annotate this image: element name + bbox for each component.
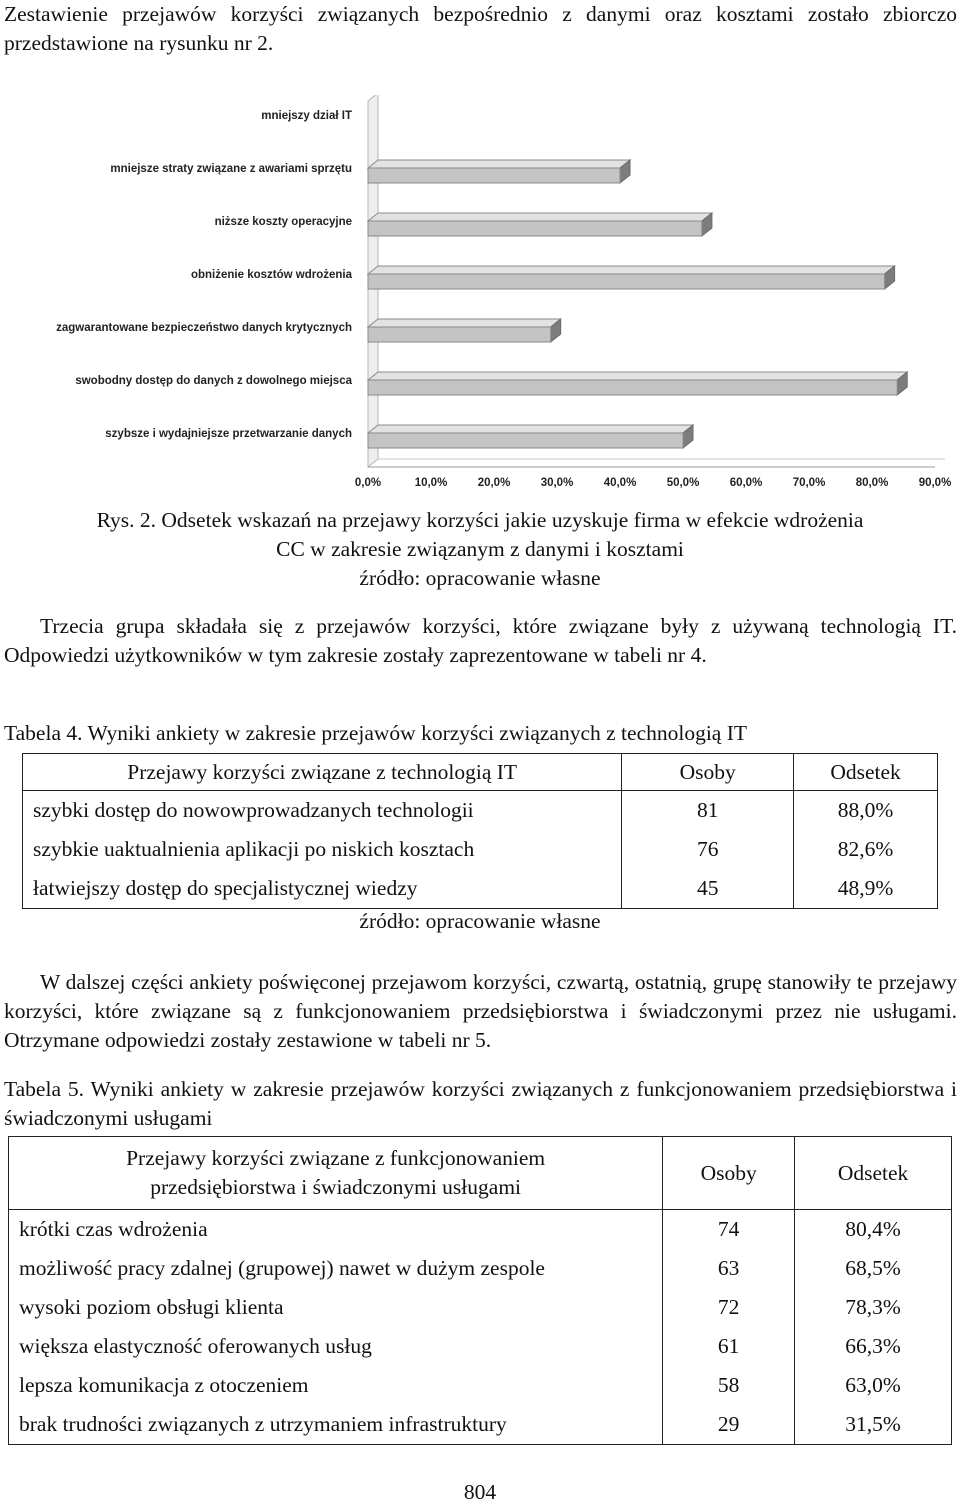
table5-cell-label: możliwość pracy zdalnej (grupowej) nawet w dużym zespole bbox=[9, 1249, 663, 1288]
table-row bbox=[9, 1327, 952, 1366]
bar bbox=[368, 168, 620, 183]
table-row bbox=[9, 1210, 952, 1250]
table5-cell-osoby: 63 bbox=[663, 1249, 795, 1288]
table4-source: źródło: opracowanie własne bbox=[359, 909, 601, 933]
table4-cell-label: szybki dostęp do nowowprowadzanych technologii bbox=[23, 791, 622, 831]
table4-header-przejawy: Przejawy korzyści związane z technologią IT bbox=[23, 754, 622, 791]
x-tick-label: 90,0% bbox=[918, 477, 952, 489]
bar bbox=[368, 221, 702, 236]
x-tick-label: 20,0% bbox=[477, 477, 511, 489]
table5-cell-odsetek: 68,5% bbox=[795, 1249, 952, 1288]
table-row bbox=[9, 1288, 952, 1327]
table4-cell-osoby: 81 bbox=[622, 791, 794, 831]
table-row bbox=[9, 1405, 952, 1445]
category-label: mniejsze straty związane z awariami sprzętu bbox=[110, 163, 352, 175]
table5-cell-osoby: 29 bbox=[663, 1405, 795, 1445]
x-tick-label: 80,0% bbox=[855, 477, 889, 489]
bar bbox=[368, 327, 551, 342]
x-tick-label: 10,0% bbox=[414, 477, 448, 489]
table5-header-przejawy bbox=[9, 1137, 663, 1210]
paragraph-3: W dalszej części ankiety poświęconej przejawom korzyści, czwartą, ostatnią, grupę stanowiły te przejawy korzyści, które związane są z funkcjonowaniem przedsiębiorstwa i świadczonymi przez nie usługami. Otrzymane odpowiedzi zostały zestawione w tabeli nr 5. bbox=[4, 970, 957, 1052]
table5-cell-label: wysoki poziom obsługi klienta bbox=[9, 1288, 663, 1327]
bar-top-face bbox=[368, 160, 630, 168]
bar-top-face bbox=[368, 213, 712, 221]
table4-cell-odsetek: 48,9% bbox=[794, 869, 938, 909]
table4-caption: Tabela 4. Wyniki ankiety w zakresie przejawów korzyści związanych z technologią IT bbox=[4, 721, 748, 745]
table5-cell-label: brak trudności związanych z utrzymaniem infrastruktury bbox=[9, 1405, 663, 1445]
bar-top-face bbox=[368, 266, 895, 274]
table-row bbox=[23, 869, 938, 909]
table5-cell-osoby: 58 bbox=[663, 1366, 795, 1405]
bar bbox=[368, 433, 683, 448]
paragraph-2: Trzecia grupa składała się z przejawów korzyści, które związane były z używaną technologią IT. Odpowiedzi użytkowników w tym zakresie zostały zaprezentowane w tabeli nr 4. bbox=[4, 614, 957, 667]
x-tick-label: 40,0% bbox=[603, 477, 637, 489]
x-tick-label: 70,0% bbox=[792, 477, 826, 489]
table-row bbox=[9, 1366, 952, 1405]
bar-top-face bbox=[368, 319, 561, 327]
table5-cell-odsetek: 78,3% bbox=[795, 1288, 952, 1327]
category-label: zagwarantowane bezpieczeństwo danych krytycznych bbox=[56, 322, 352, 334]
table4-cell-osoby: 45 bbox=[622, 869, 794, 909]
table5-cell-odsetek: 31,5% bbox=[795, 1405, 952, 1445]
table4-header-row bbox=[23, 754, 938, 791]
table4-cell-label: szybkie uaktualnienia aplikacji po niskich kosztach bbox=[23, 830, 622, 869]
table5-header-line1: Przejawy korzyści związane z funkcjonowaniem bbox=[126, 1146, 546, 1170]
x-tick-label: 50,0% bbox=[666, 477, 700, 489]
category-label: swobodny dostęp do danych z dowolnego miejsca bbox=[75, 375, 352, 387]
table5-cell-odsetek: 63,0% bbox=[795, 1366, 952, 1405]
table5-header-osoby: Osoby bbox=[663, 1137, 795, 1210]
table5-cell-osoby: 61 bbox=[663, 1327, 795, 1366]
bar-top-face bbox=[368, 425, 693, 433]
bar-chart-svg bbox=[0, 95, 960, 500]
table5-caption: Tabela 5. Wyniki ankiety w zakresie przejawów korzyści związanych z funkcjonowaniem przedsiębiorstwa i świadczonymi usługami bbox=[4, 1077, 957, 1130]
figure-caption-line1: Rys. 2. Odsetek wskazań na przejawy korzyści jakie uzyskuje firma w efekcie wdrożenia bbox=[96, 508, 864, 532]
table-row bbox=[23, 791, 938, 831]
page-number: 804 bbox=[463, 1480, 497, 1504]
table5-header-odsetek: Odsetek bbox=[795, 1137, 952, 1210]
table-row bbox=[9, 1249, 952, 1288]
x-tick-label: 30,0% bbox=[540, 477, 574, 489]
table5-cell-label: lepsza komunikacja z otoczeniem bbox=[9, 1366, 663, 1405]
bar bbox=[368, 380, 897, 395]
table5-cell-label: krótki czas wdrożenia bbox=[9, 1210, 663, 1250]
category-label: mniejszy dział IT bbox=[261, 110, 352, 122]
figure-caption-line2: CC w zakresie związanym z danymi i kosztami bbox=[276, 537, 684, 561]
table4-cell-label: łatwiejszy dostęp do specjalistycznej wiedzy bbox=[23, 869, 622, 909]
table-4 bbox=[22, 753, 938, 909]
table5-cell-label: większa elastyczność oferowanych usług bbox=[9, 1327, 663, 1366]
table5-cell-osoby: 74 bbox=[663, 1210, 795, 1250]
table4-cell-odsetek: 88,0% bbox=[794, 791, 938, 831]
bar-chart bbox=[0, 95, 960, 500]
table4-cell-osoby: 76 bbox=[622, 830, 794, 869]
category-label: szybsze i wydajniejsze przetwarzanie danych bbox=[105, 428, 352, 440]
figure-source: źródło: opracowanie własne bbox=[359, 566, 601, 590]
table-row bbox=[23, 830, 938, 869]
category-label: obniżenie kosztów wdrożenia bbox=[190, 269, 352, 281]
figure-caption bbox=[0, 506, 960, 593]
table5-header-line2: przedsiębiorstwa i świadczonymi usługami bbox=[150, 1175, 522, 1199]
table5-cell-odsetek: 66,3% bbox=[795, 1327, 952, 1366]
table4-header-odsetek: Odsetek bbox=[794, 754, 938, 791]
table5-cell-odsetek: 80,4% bbox=[795, 1210, 952, 1250]
bar bbox=[368, 274, 885, 289]
table5-header-row bbox=[9, 1137, 952, 1210]
x-tick-label: 60,0% bbox=[729, 477, 763, 489]
x-tick-label: 0,0% bbox=[354, 477, 382, 489]
table4-header-osoby: Osoby bbox=[622, 754, 794, 791]
table-5 bbox=[8, 1136, 952, 1445]
bar-top-face bbox=[368, 372, 907, 380]
intro-paragraph: Zestawienie przejawów korzyści związanych bezpośrednio z danymi oraz kosztami zostało zbiorczo przedstawione na rysunku nr 2. bbox=[4, 2, 957, 55]
table5-cell-osoby: 72 bbox=[663, 1288, 795, 1327]
category-label: niższe koszty operacyjne bbox=[214, 216, 352, 228]
table4-cell-odsetek: 82,6% bbox=[794, 830, 938, 869]
